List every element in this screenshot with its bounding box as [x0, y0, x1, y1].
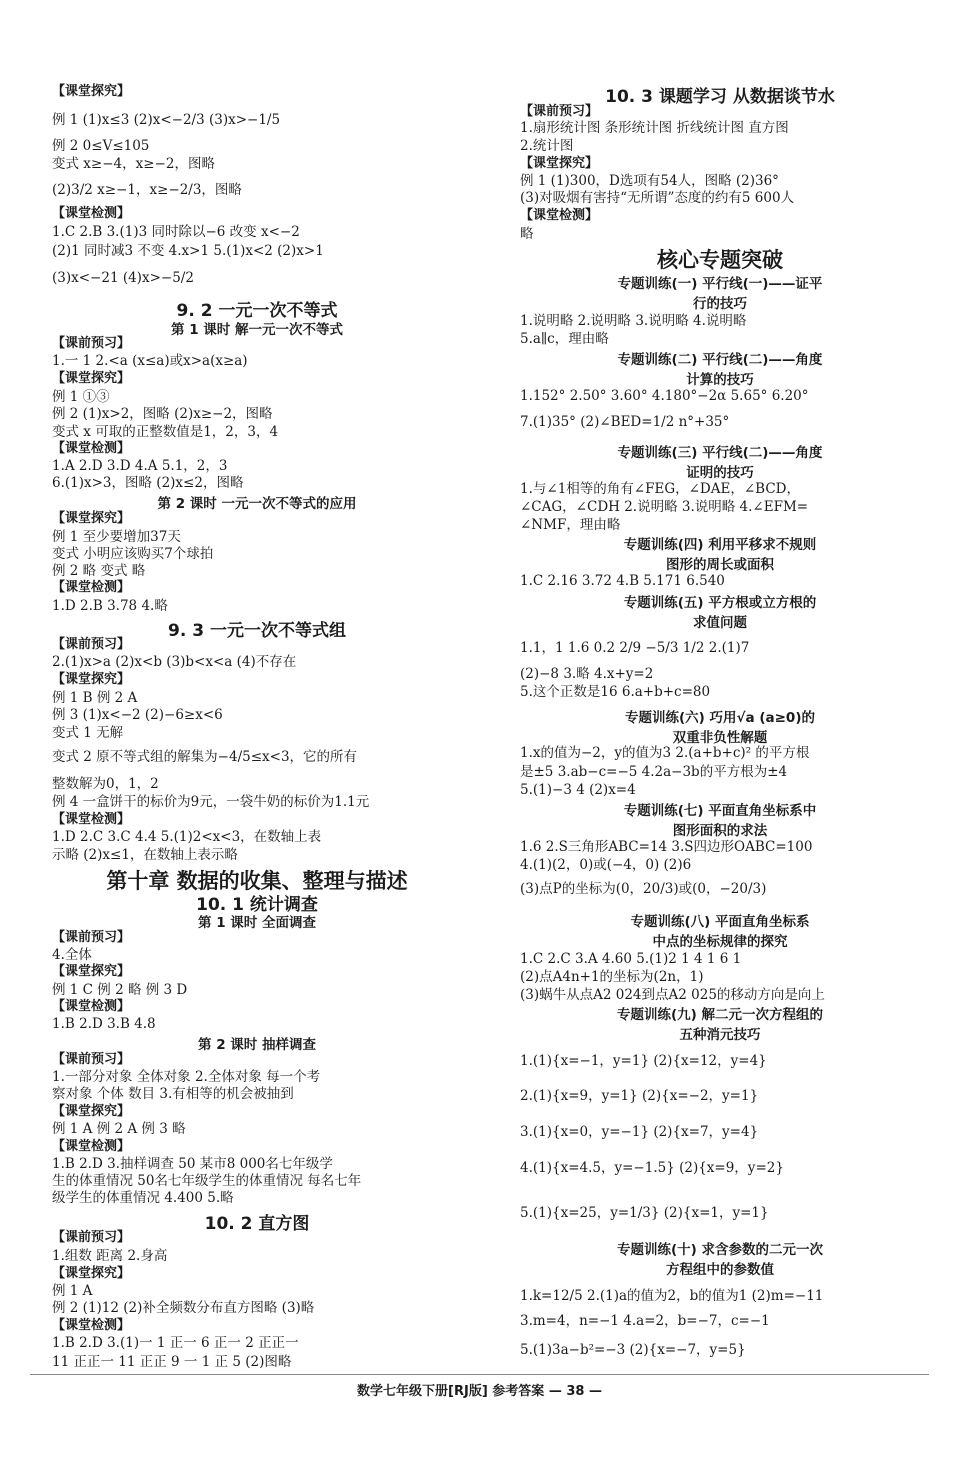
left-chapter-title: 第十章 数据的收集、整理与描述 [106, 869, 408, 893]
left-answer-line: (2)1 同时减3 不变 4.x>1 5.(1)x<2 (2)x>1 [52, 243, 324, 259]
right-answer-line: 5.(1)−3 4 (2)x=4 [520, 782, 636, 798]
right-answer-line: 1.扇形统计图 条形统计图 折线统计图 直方图 [520, 120, 789, 136]
left-answer-line: (2)3/2 x≥−1，x≥−2/3，图略 [52, 182, 242, 198]
left-answer-line: 例 1 A [52, 1283, 93, 1299]
left-section-heading: 【课堂检测】 [52, 580, 131, 595]
left-section-heading: 【课堂探究】 [52, 511, 131, 526]
right-answer-line: 1.C 2.C 3.A 4.60 5.(1)2 1 4 1 6 1 [520, 951, 742, 967]
left-section-title: 10. 1 统计调查 [196, 895, 318, 915]
right-subsection-title: 专题训练(九) 解二元一次方程组的 [616, 1007, 824, 1023]
right-subsection-title: 专题训练(八) 平面直角坐标系 [630, 914, 810, 930]
left-section-title: 10. 2 直方图 [204, 1214, 310, 1234]
left-answer-line: 1.B 2.D 3.(1)一 1 正一 6 正一 2 正正一 [52, 1335, 299, 1351]
right-subsection-title: 图形的周长或面积 [666, 557, 774, 573]
right-answer-line: 3.m=4，n=−1 4.a=2，b=−7，c=−1 [520, 1313, 770, 1329]
right-subsection-title: 专题训练(二) 平行线(二)——角度 [617, 352, 823, 368]
left-section-heading: 【课前预习】 [52, 1052, 131, 1067]
right-answer-line: 1.(1){x=−1，y=1} (2){x=12，y=4} [520, 1053, 767, 1069]
left-answer-line: 1.C 2.B 3.(1)3 同时除以−6 改变 x<−2 [52, 224, 300, 240]
left-answer-line: 1.一部分对象 全体对象 2.全体对象 每一个考 [52, 1069, 321, 1085]
right-answer-line: 例 1 (1)300，D选项有54人，图略 (2)36° [520, 173, 779, 189]
left-answer-line: 例 1 C 例 2 略 例 3 D [52, 982, 188, 998]
left-answer-line: 例 4 一盒饼干的标价为9元，一袋牛奶的标价为1.1元 [52, 794, 370, 810]
left-section-heading: 【课堂探究】 [52, 964, 131, 979]
left-answer-line: 6.(1)x>3，图略 (2)x≤2，图略 [52, 475, 244, 491]
left-subsection-title: 第 1 课时 全面调查 [198, 915, 316, 931]
right-answer-line: 1.C 2.16 3.72 4.B 5.171 6.540 [520, 573, 725, 589]
left-section-heading: 【课堂探究】 [52, 1104, 131, 1119]
left-answer-line: 1.A 2.D 3.D 4.A 5.1，2，3 [52, 458, 228, 474]
right-answer-line: 是±5 3.ab−c=−5 4.2a−3b的平方根为±4 [520, 764, 788, 780]
right-subsection-title: 方程组中的参数值 [666, 1262, 774, 1278]
right-answer-line: (3)蜗牛从点A2 024到点A2 025的移动方向是向上 [520, 987, 825, 1003]
right-answer-line: 4.(1)(2，0)或(−4，0) (2)6 [520, 857, 692, 873]
right-answer-line: 5.这个正数是16 6.a+b+c=80 [520, 684, 711, 700]
right-subsection-title: 双重非负性解题 [672, 730, 768, 746]
right-answer-line: 2.(1){x=9，y=1} (2){x=−2，y=1} [520, 1088, 759, 1104]
left-answer-line: 整数解为0，1，2 [52, 776, 159, 792]
left-answer-line: 例 1 B 例 2 A [52, 690, 138, 706]
left-section-heading: 【课堂探究】 [52, 371, 131, 386]
right-answer-line: (3)点P的坐标为(0，20/3)或(0，−20/3) [520, 881, 767, 897]
right-section-title: 10. 3 课题学习 从数据谈节水 [605, 87, 835, 107]
left-section-heading: 【课堂检测】 [52, 441, 131, 456]
left-answer-line: 1.D 2.B 3.78 4.略 [52, 598, 168, 614]
left-answer-line: (3)x<−21 (4)x>−5/2 [52, 270, 194, 286]
left-section-heading: 【课堂检测】 [52, 1139, 131, 1154]
right-chapter-title: 核心专题突破 [657, 248, 783, 272]
left-answer-line: 变式 1 无解 [52, 725, 124, 741]
right-subsection-title: 行的技巧 [693, 296, 747, 312]
left-answer-line: 例 2 (1)12 (2)补全频数分布直方图略 (3)略 [52, 1300, 315, 1316]
left-section-heading: 【课前预习】 [52, 637, 131, 652]
right-subsection-title: 专题训练(七) 平面直角坐标系中 [623, 803, 817, 819]
left-subsection-title: 第 2 课时 抽样调查 [198, 1037, 316, 1053]
right-answer-line: 1.与∠1相等的角有∠FEG，∠DAE，∠BCD， [520, 481, 800, 497]
left-section-heading: 【课前预习】 [52, 930, 131, 945]
right-answer-line: 1.6 2.S三角形ABC=14 3.S四边形OABC=100 [520, 839, 813, 855]
right-subsection-title: 图形面积的求法 [672, 823, 768, 839]
left-section-heading: 【课前预习】 [52, 1230, 131, 1245]
left-answer-line: 例 1 至少要增加37天 [52, 529, 181, 545]
right-subsection-title: 专题训练(十) 求含参数的二元一次 [616, 1242, 824, 1258]
right-subsection-title: 中点的坐标规律的探究 [652, 934, 788, 950]
right-subsection-title: 计算的技巧 [686, 372, 754, 388]
left-section-heading: 【课堂探究】 [52, 1266, 131, 1281]
left-section-title: 9. 2 一元一次不等式 [176, 301, 338, 321]
left-subsection-title: 第 1 课时 解一元一次不等式 [171, 322, 343, 338]
left-answer-line: 级学生的体重情况 4.400 5.略 [52, 1190, 234, 1206]
right-answer-line: (3)对吸烟有害持“无所谓”态度的约有5 600人 [520, 190, 795, 206]
left-answer-line: 生的体重情况 50名七年级学生的体重情况 每名七年 [52, 1173, 362, 1189]
footer-rule [30, 1374, 929, 1375]
right-subsection-title: 求值问题 [693, 615, 747, 631]
right-answer-line: 5.(1)3a−b²=−3 (2){x=−7，y=5} [520, 1342, 746, 1358]
left-answer-line: 2.(1)x>a (2)x<b (3)b<x<a (4)不存在 [52, 654, 297, 670]
right-section-heading: 【课堂检测】 [520, 208, 599, 223]
left-answer-line: 1.B 2.D 3.抽样调查 50 某市8 000名七年级学 [52, 1156, 333, 1172]
left-section-heading: 【课前预习】 [52, 336, 131, 351]
right-section-heading: 【课堂探究】 [520, 156, 599, 171]
left-answer-line: 1.一 1 2.<a (x≤a)或x>a(x≥a) [52, 353, 248, 369]
left-answer-line: 1.组数 距离 2.身高 [52, 1248, 168, 1264]
left-section-heading: 【课堂检测】 [52, 1318, 131, 1333]
left-answer-line: 例 2 (1)x>2，图略 (2)x≥−2，图略 [52, 406, 273, 422]
left-section-title: 9. 3 一元一次不等式组 [168, 621, 346, 641]
right-answer-line: (2)点A4n+1的坐标为(2n，1) [520, 969, 704, 985]
left-answer-line: 11 正正一 11 正正 9 一 1 正 5 (2)图略 [52, 1354, 292, 1370]
right-answer-line: 1.说明略 2.说明略 3.说明略 4.说明略 [520, 313, 747, 329]
left-answer-line: 例 2 0≤V≤105 [52, 138, 150, 154]
right-answer-line: 1.k=12/5 2.(1)a的值为2，b的值为1 (2)m=−11 [520, 1288, 824, 1304]
right-subsection-title: 证明的技巧 [686, 465, 754, 481]
right-subsection-title: 专题训练(四) 利用平移求不规则 [623, 537, 817, 553]
left-answer-line: 例 2 略 变式 略 [52, 563, 146, 579]
right-answer-line: 5.a∥c，理由略 [520, 331, 609, 347]
left-answer-line: 例 1 A 例 2 A 例 3 略 [52, 1121, 186, 1137]
left-answer-line: 示略 (2)x≤1，在数轴上表示略 [52, 847, 238, 863]
left-answer-line: 例 1 (1)x≤3 (2)x<−2/3 (3)x>−1/5 [52, 112, 281, 128]
right-section-heading: 【课前预习】 [520, 104, 599, 119]
left-answer-line: 变式 小明应该购买7个球拍 [52, 546, 214, 562]
left-answer-line: 4.全体 [52, 947, 92, 963]
left-answer-line: 变式 2 原不等式组的解集为−4/5≤x<3，它的所有 [52, 749, 358, 765]
right-answer-line: 4.(1){x=4.5，y=−1.5} (2){x=9，y=2} [520, 1160, 784, 1176]
left-answer-line: 例 1 ①③ [52, 389, 110, 405]
left-section-heading: 【课堂探究】 [52, 84, 131, 99]
left-section-heading: 【课堂检测】 [52, 812, 131, 827]
right-answer-line: (2)−8 3.略 4.x+y=2 [520, 666, 654, 682]
right-subsection-title: 专题训练(六) 巧用√a (a≥0)的 [624, 710, 815, 726]
right-subsection-title: 专题训练(五) 平方根或立方根的 [623, 595, 817, 611]
left-answer-line: 变式 x 可取的正整数值是1，2，3，4 [52, 424, 279, 440]
right-answer-line: 1.x的值为−2，y的值为3 2.(a+b+c)² 的平方根 [520, 745, 810, 761]
page-footer: 数学七年级下册[RJ版] 参考答案 — 38 — [357, 1384, 602, 1399]
left-answer-line: 察对象 个体 数目 3.有相等的机会被抽到 [52, 1086, 294, 1102]
left-answer-line: 1.D 2.C 3.C 4.4 5.(1)2<x<3，在数轴上表 [52, 829, 322, 845]
left-section-heading: 【课堂探究】 [52, 672, 131, 687]
left-subsection-title: 第 2 课时 一元一次不等式的应用 [157, 496, 357, 512]
right-answer-line: ∠NMF，理由略 [520, 517, 621, 533]
left-answer-line: 例 3 (1)x<−2 (2)−6≥x<6 [52, 707, 223, 723]
right-answer-line: 2.统计图 [520, 138, 574, 154]
left-section-heading: 【课堂检测】 [52, 999, 131, 1014]
right-answer-line: 5.(1){x=25，y=1/3} (2){x=1，y=1} [520, 1205, 769, 1221]
right-answer-line: 略 [520, 226, 534, 242]
left-answer-line: 1.B 2.D 3.B 4.8 [52, 1016, 156, 1032]
right-answer-line: 3.(1){x=0，y=−1} (2){x=7，y=4} [520, 1124, 759, 1140]
right-answer-line: 7.(1)35° (2)∠BED=1/2 n°+35° [520, 414, 730, 430]
right-subsection-title: 专题训练(一) 平行线(一)——证平 [617, 276, 823, 292]
left-section-heading: 【课堂检测】 [52, 206, 131, 221]
right-subsection-title: 专题训练(三) 平行线(二)——角度 [617, 445, 823, 461]
right-answer-line: 1.1，1 1.6 0.2 2/9 −5/3 1/2 2.(1)7 [520, 640, 750, 656]
right-answer-line: 1.152° 2.50° 3.60° 4.180°−2α 5.65° 6.20° [520, 388, 809, 404]
right-subsection-title: 五种消元技巧 [679, 1027, 761, 1043]
left-answer-line: 变式 x≥−4，x≥−2，图略 [52, 156, 215, 172]
right-answer-line: ∠CAG，∠CDH 2.说明略 3.说明略 4.∠EFM= [520, 499, 809, 515]
